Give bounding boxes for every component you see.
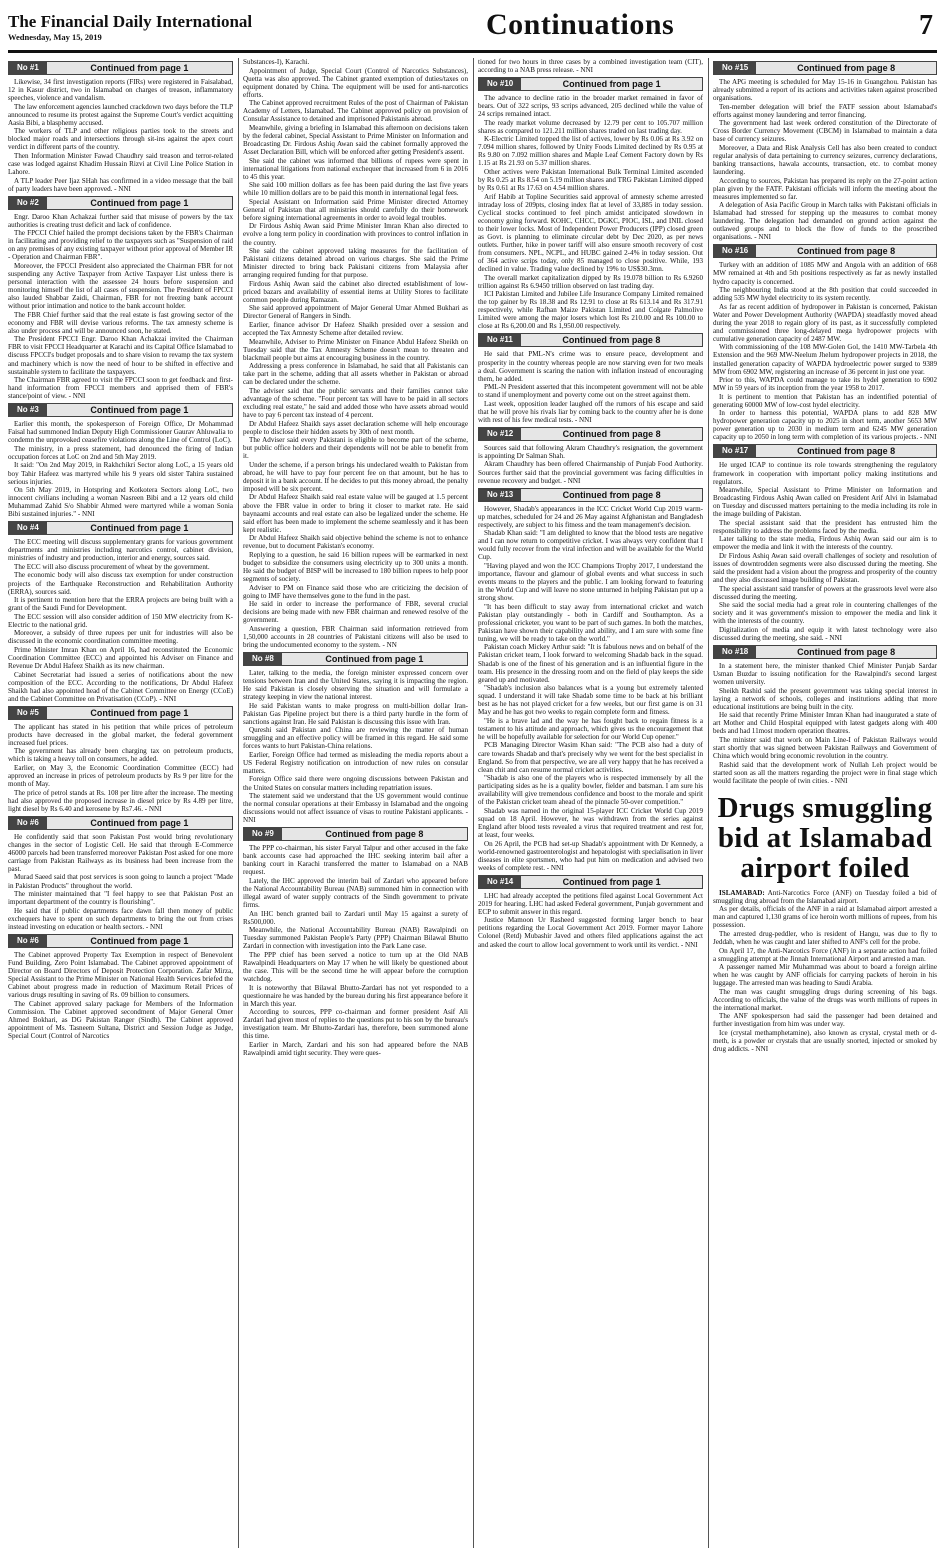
feature-paragraph: A passenger named Mir Muhammad was about to board a foreign airline when he was caught by ANF officials for carrying packets of heroin in his luggage. The arrested man was heading to Saudi Arabia. <box>713 963 937 988</box>
story-paragraph: Akram Chaudhry has been offered Chairmanship of Punjab Food Authority. Sources further said that the provincial government was facing difficulties in revenue recovery and budget. - NNI <box>478 460 703 485</box>
story-paragraph: He said that if public departments face dawn fall then money of public exchequers have to spent on such departments to bring the out from crises instead investing on education or health sectors. - NNI <box>8 906 233 931</box>
story-paragraph: An IHC bench granted bail to Zardari until May 15 against a surety of Rs500,000. <box>243 909 468 926</box>
story-paragraph: Under the scheme, if a person brings his undeclared wealth to Pakistan from abroad, he will have to pay four percent fee on that amount, but he has to deposit it in a bank account. If he decides to put this money abroad, the penalty imposed will be six percent. <box>243 460 468 493</box>
feature-paragraph: As per details, officials of the ANF in a raid at Islamabad airport arrested a man and captured 1,130 grams of ice heroin worth millions of rupees, from his possession. <box>713 905 937 930</box>
column-2 <box>243 58 468 1548</box>
section-title: Continued from page 1 <box>90 935 189 946</box>
story-paragraph: Cabinet Secretariat had issued a series of notifications about the new composition of the ECC. According to the notifications, Dr Abdul Hafeez Shaikh had also appointed head of the Cabinet Committee on Energy (CCoE) and the Cabinet Committee on Privatisation (CCoP). - NNI <box>8 670 233 703</box>
story-paragraph: Dr Abdul Hafeez Shaikh said real estate value will be gauged at 1.5 percent above the FBR value in order to bring it closer to market rate. He said baynaami accounts and real estate can also be legalized under the scheme. He said effort has been made to implement the scheme seamlessly and it has been kept realistic. <box>243 493 468 534</box>
feature-paragraph: The arrested drug-peddler, who is resident of Hangu, was due to fly to Jeddah, when he was caught and later shifted to ANF's cell for the probe. <box>713 929 937 946</box>
section-title: Continued from page 1 <box>90 197 189 208</box>
story-paragraph: Meanwhile, giving a briefing in Islamabad this afternoon on decisions taken by the federal cabinet, Special Assistant to Prime Minister on Information and Broadcasting Dr. Firdous Ashiq Awan said the cabinet formally approved the Asset Declaration Bill, which will be enforced after getting President's assent. <box>243 123 468 157</box>
section-header <box>8 403 233 417</box>
issue-date: Wednesday, May 15, 2019 <box>8 32 102 42</box>
story-paragraph: "It has been difficult to stay away from international cricket and watch Pakistan play outstandingly - both in Cardiff and Southampton. As a professional cricketer, you want to be part of such games. In both the matches, Pakistan have shown their capability and ability, and I am sure with some fine tuning, we will be ready to take on the world." <box>478 602 703 643</box>
section-title: Continued from page 8 <box>562 335 661 346</box>
story-paragraph: LHC had already accepted the petitions filed against Local Government Act 2019 for hearing. LHC had asked Federal government, Punjab government and ECP to submit answer in this regard. <box>478 891 703 916</box>
story-paragraph: Then Information Minister Fawad Chaudhry said treason and terror-related case was lodged against Khadim Hussain Rizvi at Civil Line Police Station in Lahore. <box>8 151 233 177</box>
story-paragraph: The adviser said that the public servants and their families cannot take advantage of the scheme. "Four percent tax will have to be paid in all sectors excluding real estate," he said and added those who have assets abroad would have to pay 6 percent tax instead of 4 percent. <box>243 386 468 420</box>
story-paragraph: Earlier, finance advisor Dr Hafeez Shaikh presided over a session and accepted the Tax Amnesty Scheme after detailed review. <box>243 321 468 338</box>
section-number: No #9 <box>244 828 282 840</box>
story-paragraph: Appointment of Judge, Special Court (Control of Narcotics Substances), Quetta was also approved. The Cabinet granted exemption of duties/taxes on equipment donated by China. The equipment will be used for anti-narcotics efforts. <box>243 66 468 99</box>
story-paragraph: She said the social media had a great role in countering challenges of the society and it was government's mission to empower the media and link it with the interests of the country. <box>713 601 937 626</box>
paper-name: The Financial Daily International <box>8 12 253 31</box>
story-paragraph: ICI Pakistan Limited and Jubilee Life Insurance Company Limited remained the top gainer by Rs 18.38 and Rs 12.91 to close at Rs 613.14 and Rs 317.91 respectively, while Rafhan Maize Pakistan Limited and Colgate Palmolive Limited were among the major losers which lost Rs 210.00 and Rs 100.00 to close at Rs 6,200.00 and Rs 1,950.00 respectively. <box>478 290 703 331</box>
story-paragraph: In order to harness this potential, WAPDA plans to add 828 MW hydropower generation capacity up to 2025 in short term, another 5653 MW power generation up to 2030 in medium term and 6245 MW generation capacity up to 2050 in long term with completion of its various projects. - NNI <box>713 409 937 442</box>
story-paragraph: Special Assistant on Information said Prime Minister directed Attorney General of Pakistan that all ministries should carefully do their homework before signing international agreements in order to avoid legal troubles. <box>243 197 468 222</box>
section-header <box>713 645 937 659</box>
section-title: Continued from page 1 <box>562 876 661 887</box>
section-number: No #3 <box>9 404 47 416</box>
section-header <box>478 333 703 347</box>
story-paragraph: The FPCCI Chief hailed the prompt decisions taken by the FBR's Chairman in facilitating and providing relief to the taxpayers such as "Suspension of raid on any premises of any existing taxpayer without prior approval of Member IR - Operation and Chairman FBR". <box>8 229 233 262</box>
story-paragraph: The government has already been charging tax on petroleum products, which is taking a heavy toll on consumers, he added. <box>8 747 233 764</box>
story-paragraph: The ECC meeting will discuss supplementary grants for various government departments and ministries including narcotics control, cabinet division, ministries of industry and production, interior and energy, sources said. <box>8 538 233 563</box>
story-paragraph: The price of petrol stands at Rs. 108 per litre after the increase. The meeting had also approved the proposed increase in diesel price by Rs 4.89 per litre, light diesel by Rs 6.40 and kerosene by Rs7.46. - NNI <box>8 788 233 813</box>
feature-paragraph: The man was caught smuggling drugs during screening of his bags. According to officials, the value of the drugs was worth millions of rupees in the international market. <box>713 987 937 1012</box>
story-paragraph: The minister said that work on Main Line-I of Pakistan Railways would start shortly that was signed between Pakistan Railways and Government of China which would bring economic revolution in the country. <box>713 735 937 761</box>
story-paragraph: Likewise, 34 first investigation reports (FIRs) were registered in Faisalabad, 12 in Kasur district, two in Islamabad on charges of treason, inflammatory speeches, violence and vandalism. <box>8 78 233 103</box>
story-paragraph: The law enforcement agencies launched crackdown two days before the TLP announced to resume its protest against the Supreme Court's verdict acquitting Aasia Bibi, a blasphemy accused. <box>8 102 233 127</box>
story-paragraph: Addressing a press conference in Islamabad, he said that all Pakistanis can take part in the scheme, adding that all assets whether in Pakistan or abroad can be declared under the scheme. <box>243 362 468 387</box>
story-paragraph: The Adviser said every Pakistani is eligible to become part of the scheme, but public office holders and their dependents will not be able to benefit from it. <box>243 436 468 461</box>
story-paragraph: He said that recently Prime Minister Imran Khan had inaugurated a state of art Mother and Child Hospital equipped with latest gadgets along with 400 beds and had 11most modern operation theatres. <box>713 711 937 736</box>
story-paragraph: Replying to a question, he said 16 billion rupees will be earmarked in next budget to subsidize the consumers using electricity up to 300 units a month. He said the budget of BISP will be increased to 180 billion rupees to help poor segments of society. <box>243 550 468 583</box>
story-paragraph: Last week, opposition leader laughed off the rumors of his escape and said that he will prove his rivals liar by coming back to the country after he is done with rest of his few medical tests. - NNI <box>478 399 703 424</box>
story-paragraph: Turkey with an addition of 1085 MW and Angola with an addition of 668 MW remained at 4th and 5th positions respectively as far as newly installed hydro capacity is concerned. <box>713 261 937 286</box>
page-number: 7 <box>919 10 933 41</box>
story-paragraph: She said the cabinet approved taking measures for the facilitation of Pakistani citizens detained abroad on various charges. She said the Prime Minister directed to bring back Pakistani citizens from Malaysia after arranging required funding for that purpose. <box>243 247 468 280</box>
story-paragraph: PCB Managing Director Wasim Khan said: "The PCB also had a duty of care towards Shadab and that's precisely why we went for the best specialist in England. So from that perspective, we are all very happy that he has received a clean chit and can resume normal cricket activities. <box>478 741 703 774</box>
story-paragraph: Earlier, on May 3, the Economic Coordination Committee (ECC) had approved an increase in prices of petroleum products by Rs 9 per litre for the month of May. <box>8 763 233 789</box>
section-header <box>243 827 468 841</box>
story-paragraph: Justice Mamoon Ur Rasheed suggested forming larger bench to hear petitions regarding the Local Government Act 2019. Former mayor Lahore Colonel (Retd) Mubashir Javed and others filed applications against the act and asked the court to allow local government to work until its verdict. - NNI <box>478 916 703 949</box>
story-paragraph: PML-N President asserted that this incompetent government will not be able to stand if unemployment and poverty come out on the street against them. <box>478 383 703 400</box>
story-paragraph: The Cabinet approved Property Tax Exemption in respect of Benevolent Fund Building, Zero Point Islamabad. The Cabinet approved appointment of Director on Board Directors of Deposit Protection Corporation. Zafar Mirza, Special Assistant to the Prime Minister on National Health Services briefed the Cabinet about progress made in reduction of Maximum Retail Prices of various drugs resulting in saving of Rs. 09 billion to consumers. <box>8 950 233 1000</box>
column-divider <box>473 58 474 1548</box>
story-paragraph: She said 100 million dollars as fee has been paid during the last five years while 10 million dollars are to be paid this month in international legal fees. <box>243 181 468 198</box>
section-title: Continued from page 8 <box>325 829 424 840</box>
section-header <box>8 196 233 210</box>
section-number: No #10 <box>479 78 521 90</box>
story-paragraph: Rashid said that the development work of Nullah Leh project would be started soon as all the matters regarding the project were in final stage which would facilitate the people of twin cities. - NNI <box>713 760 937 785</box>
column-3 <box>478 58 703 1548</box>
section-number: No #8 <box>244 653 282 665</box>
story-paragraph: Dr Firdous Ashiq Awan said overall challenges of society and resolution of issues of downtrodden segments were also discussed during the meeting. She said the president had a vision about the progress and prosperity of the country and they also discussed image building of Pakistan. <box>713 551 937 585</box>
story-paragraph: He said Pakistan wants to make progress on multi-billion dollar Iran-Pakistan Gas Pipeline project but there is a third party hurdle in the form of sanctions against Iran. He said Pakistan is discussing this issue with Iran. <box>243 701 468 726</box>
section-number: No #12 <box>479 428 521 440</box>
story-paragraph: Other actives were Pakistan International Bulk Terminal Limited ascended by Rs 0.25 at Rs 8.54 on 5.19 million shares and TRG Pakistan Limited dipped by Rs 0.61 at Rs 17.63 on 4.54 million shares. <box>478 168 703 193</box>
story-paragraph: The applicant has stated in his petition that while prices of petroleum products have decreased in the global market, the federal government increased fuel prices. <box>8 722 233 747</box>
section-header <box>713 61 937 75</box>
story-paragraph: Lately, the IHC approved the interim bail of Zardari who appeared before the National Accountability Bureau (NAB) summoned him in connection with illegal award of water supply contracts of the Sindh government to private firms. <box>243 876 468 910</box>
story-paragraph: The FBR Chief further said that the real estate is fast growing sector of the economy and FBR will devise various reforms. The tax amnesty scheme is also under process and will be announced soon, he stated. <box>8 310 233 335</box>
section-number: No #11 <box>479 334 521 346</box>
story-paragraph: In a statement here, the minister thanked Chief Minister Punjab Sardar Usman Buzdar to issuing notification for the Rawalpindi's second largest women university. <box>713 662 937 687</box>
section-header <box>478 875 703 889</box>
story-paragraph: He urged ICAP to continue its role towards strengthening the regulatory framework in cooperation with important policy making institutions and regulators. <box>713 461 937 486</box>
section-number: No #2 <box>9 197 47 209</box>
story-paragraph: It said: "On 2nd May 2019, in Rakhchikri Sector along LoC, a 15 years old boy Tahir Hafeez was martyred while his 9 years old sister Tahira sustained serious injuries. <box>8 461 233 486</box>
section-title: Continued from page 8 <box>562 428 661 439</box>
story-paragraph: The overall market capitalization dipped by Rs 19.078 billion to Rs 6.9260 trillion against Rs 6.9450 trillion observed on last trading day. <box>478 273 703 290</box>
section-title: Continued from page 1 <box>325 653 424 664</box>
story-paragraph: Prior to this, WAPDA could manage to take its hydel generation to 6902 MW in 59 years of its inception from the year 1958 to 2017. <box>713 376 937 393</box>
story-paragraph: Moreover, the FPCCI President also appreciated the Chairman FBR for not suspending any Active Taxpayer from Active Taxpayer List unless there is personal interaction with the assessee 24 hours before suspension and monitoring himself the list of all cases of suspension. The President of FPCCI also lauded Shabbar Zaidi, Chairman, FBR for not freezing bank account without prior intimation and notice to the bank account holder. <box>8 261 233 311</box>
section-header <box>243 652 468 666</box>
feature-story <box>713 793 937 1053</box>
feature-paragraph-text: Anti-Narcotics Force (ANF) on Tuesday foiled a bid of smuggling drug abroad from the Islamabad airport. <box>713 888 937 905</box>
story-paragraph: The APG meeting is scheduled for May 15-16 in Guangzhou. Pakistan has already submitted a report of its actions and activities taken against proscribed organisations. <box>713 78 937 103</box>
section-number: No #6 <box>9 817 47 829</box>
story-paragraph: The ECC session will also consider addition of 150 MW electricity from K-Electric to the national grid. <box>8 612 233 629</box>
story-paragraph: "Shadab's inclusion also balances what is a young but extremely talented squad. I understand it will take Shadab some time to be back at his brilliant best as he has not played cricket for a few weeks, but our first game is on 31 May and he has got two weeks to regain complete form and fitness. <box>478 684 703 717</box>
story-paragraph: With commissioning of the 108 MW-Golen Gol, the 1410 MW-Tarbela 4th Extension and the 969 MW-Neelum Jhelum hydropower projects in 2018, the installed generation capacity of WAPDA hydroelectric power surged to 9389 MW from 6902 MW, registering an increase of 36 percent in just one year. <box>713 343 937 376</box>
story-paragraph: The PPP chief has been served a notice to turn up at the Old NAB Rawalpindi Headquarters on May 17 when he will likely be questioned about the case. This will be the second time he will appear before the corruption watchdog. <box>243 950 468 984</box>
story-paragraph: The ready market volume decreased by 12.79 per cent to 105.707 million shares as compared to 121.211 million shares traded on last trading day. <box>478 118 703 135</box>
section-title: Continued from page 8 <box>797 63 896 73</box>
section-title: Continued from page 1 <box>90 707 189 718</box>
story-paragraph: The Chairman FBR agreed to visit the FPCCI soon to get feedback and first-hand information from FPCCI members and apprised them of FBR's stance/point of view. - NNI <box>8 376 233 401</box>
section-header <box>8 816 233 830</box>
story-paragraph: On 5th May 2019, in Hotspring and Kotkotera Sectors along LoC, two innocent civilians including a woman Nasreen Bibi and a 12 years old child Muhammad Zahid S/o Shabbir Ahmed were martyred while a woman Sonia Bibi sustained injuries." - NNI <box>8 486 233 519</box>
story-paragraph: Foreign Office said there were ongoing discussions between Pakistan and the United States on consular matters including repatriation issues. <box>243 775 468 792</box>
section-header <box>713 444 937 458</box>
story-paragraph: The minister maintained that "I feel happy to see that Pakistan Post an important department of the country is flourishing". <box>8 890 233 907</box>
story-paragraph: It is noteworthy that Bilawal Bhutto-Zardari has not yet responded to a questionnaire he was handed by the bureau during his first appearance before it in March this year. <box>243 983 468 1008</box>
story-paragraph: Shadab was named in the original 15-player ICC Cricket World Cup 2019 squad on 18 April. However, he was withdrawn from the series against England after blood tests revealed a virus that required treatment and rest for, at least, four weeks. <box>478 806 703 839</box>
story-paragraph: The advance to decline ratio in the broader market remained in favor of bears. Out of 322 scrips, 93 scrips advanced, 205 declined while the value of 24 scrips remained intact. <box>478 94 703 119</box>
story-paragraph: On 26 April, the PCB had set-up Shadab's appointment with Dr Kennedy, a world-renowned gastroenterologist and hepatologist with specialisation in liver diseases in elite sportsmen, who had put him on medication and advised two weeks of complete rest. - NNI <box>478 839 703 872</box>
story-paragraph: She said the cabinet was informed that billions of rupees were spent in international litigations from national exchequer that increased from 6 in 2016 to 45 this year. <box>243 156 468 181</box>
story-paragraph: The economic body will also discuss tax exemption for under construction projects of the Earthquake Reconstruction and Rehabilitation Authority (ERRA), sources said. <box>8 571 233 596</box>
section-number: No #5 <box>9 707 47 719</box>
column-1 <box>8 58 233 1548</box>
story-paragraph: He said that PML-N's crime was to ensure peace, development and prosperity in the country whereas people are now starving even for two meals a deal. Government is scaring the nation with inflation instead of encouraging them, he added. <box>478 350 703 383</box>
story-paragraph: Pakistan coach Mickey Arthur said: "It is fabulous news and on behalf of the Pakistan cricket team, I look forward to welcoming Shadab back in the squad. Shadab is one of the finest of his generation and is an influential figure in the team. His presence in the dressing room and on the field of play keeps the side geared up and motivated. <box>478 643 703 684</box>
story-paragraph: Murad Saeed said that post services is soon going to launch a project "Made in Pakistan Products" throughout the world. <box>8 873 233 890</box>
story-paragraph: It is pertinent to mention that Pakistan has an indentified potential of generating 60000 MW of low-cost hydel electricity. <box>713 392 937 409</box>
story-paragraph: Later, talking to the media, the foreign minister expressed concern over tensions between Iran and the United States, saying it is impacting the region. He said Pakistan is closely observing the situation and will formulate a strategy keeping in view the national interest. <box>243 668 468 702</box>
section-title: Continued from page 1 <box>90 63 189 73</box>
feature-paragraph: Ice (crystal methamphetamine), also known as crystal, crystal meth or d-meth, is a powder or crystals that are usually snorted, injected or smoked by drug addicts. - NNI <box>713 1029 937 1054</box>
section-header <box>478 427 703 441</box>
column-4 <box>713 58 937 1548</box>
section-header <box>713 244 937 258</box>
story-paragraph: Arif Habib at Topline Securities said approval of amnesty scheme arrested intraday loss of 209pts, closing index flat at level of 33,885 in today session. Cyclical stocks continued to feel pinch amidst anticipated slowdown in economy going forward. KOHC, CHCC, DGKC, PIOC, ISL, and INIL closed to their lower locks. Most of Independent Power Producers (IPP) closed green as Govt. is planning to eliminate circular debt by Dec 2020, as per news outlets. Further, hike in power tariff will also ensure smooth recovery of cost from consumers. NPL, NCPL, and HUBC gained 2-4% in today session. Out of 364 active scrips today, only 85 managed to close positive. While, 193 declined in value. Trading value declined by 19% to US$30.3mn. <box>478 192 703 274</box>
story-paragraph: A TLP leader Peer Ijaz SHah has confirmed in a video message that the bail of party leaders have been approved. - NNI <box>8 176 233 193</box>
story-paragraph: Shadab Khan said: "I am delighted to know that the blood tests are negative and I can now return to competitive cricket. I was always very confident that I would fully recover from the viral infection and will be available for the World Cup. <box>478 529 703 562</box>
story-paragraph: Meanwhile, the National Accountability Bureau (NAB) Rawalpindi on Tuesday summoned Pakistan People's Party (PPP) Chairman Bilawal Bhutto Zardari in connection with investigation into the Park Lane case. <box>243 926 468 951</box>
section-number: No #15 <box>714 62 756 74</box>
section-number: No #1 <box>9 62 47 74</box>
story-paragraph: "Having played and won the ICC Champions Trophy 2017, I understand the importance, flavour and glamour of global events and what success in such events means to the players and the public. I am looking forward to featuring in the World Cup and will leave no stone unturned in helping Pakistan put up a strong show. <box>478 561 703 603</box>
story-paragraph: Dr Firdous Ashiq Awan said Prime Minister Imran Khan also directed to evolve a long term policy in coordination with provinces to control inflation in the country. <box>243 222 468 247</box>
section-title: Continued from page 1 <box>562 79 661 90</box>
feature-paragraph: On April 17, the Anti-Narcotics Force (ANF) in a separate action had foiled a smuggling attempt at the Jinnah International Airport and arrested a man. <box>713 946 937 963</box>
story-paragraph: Moreover, a Data and Risk Analysis Cell has also been created to conduct regular analysis of data pertaining to currency seizures, currency declarations, banking transactions, hawala accounts, transaction, etc. to combat money laundering. <box>713 143 937 177</box>
section-title: Continued from page 8 <box>797 647 896 657</box>
section-title: Continued from page 1 <box>90 405 189 416</box>
story-paragraph: Ten-member delegation will brief the FATF session about Islamabad's efforts against money laundering and terror financing. <box>713 102 937 119</box>
feature-body <box>713 889 937 1053</box>
column-4-sections <box>713 61 937 785</box>
story-paragraph: K-Electric Limited topped the list of actives, lower by Rs 0.06 at Rs 3.92 on 7.094 million shares, followed by Unity Foods Limited declined by Rs 0.95 at Rs 9.80 on 7.092 million shares and Maple Leaf Cement Factory down by Rs 1.15 at Rs 21.93 on 5.37 million shares. <box>478 135 703 168</box>
story-paragraph: Dr Abdul Hafeez Shaikh said objective behind the scheme is not to enhance revenue, but to document Pakistan's economy. <box>243 534 468 551</box>
story-paragraph: The government had last week ordered constitution of the Directorate of Cross Border Currency Movement (CBCM) in Islamabad to maintain a data base of currency seizures. <box>713 119 937 144</box>
section-header <box>8 934 233 948</box>
story-paragraph: The special assistant said that the president has entrusted him the responsibility to address the problems faced by the media. <box>713 518 937 535</box>
story-paragraph: The Cabinet approved salary package for Members of the Information Commission. The Cabinet approved secondment of Major General Omer Ahmed Bokhari, as DG Pakistan Ranger (Sindh). The Cabinet approved appointment of Ms. Tasneem Sultana, District and Session Judge as Judge, Special Court (Control of Narcotics <box>8 999 233 1040</box>
column-divider <box>708 58 709 1548</box>
story-paragraph: Firdous Ashiq Awan said the cabinet also directed establishment of low-priced bazars and availability of essential items at Utility Stores to facilitate common people during Ramazan. <box>243 279 468 304</box>
story-paragraph: The statement said we understand that the US government would continue the normal consular operations at their Embassy in Islamabad and the ongoing discussions would not affect issuance of visas to routine Pakistani applicants. - NNI <box>243 792 468 825</box>
story-paragraph: The ECC will also discuss procurement of wheat by the government. <box>14 562 210 571</box>
section-title: Continued from page 1 <box>90 523 189 534</box>
section-title: Continued from page 8 <box>797 246 896 257</box>
feature-headline: Drugs smuggling bid at Islamabad airport foiled <box>717 791 933 884</box>
story-paragraph: Earlier this month, the spokesperson of Foreign Office, Dr Mohammad Faisal had summoned Indian Deputy High Commissioner Gaurav Ahluwalia to condemn the unprovoked ceasefire violations along the Line of Control (LoC). <box>8 420 233 445</box>
story-paragraph: According to sources, Pakistan has prepared its reply on the 27-point action plan given by the FATF. Pakistani officials will inform the meeting about the measures implemented so far. <box>713 176 937 201</box>
section-title: Continued from page 1 <box>90 817 189 828</box>
masthead <box>8 8 937 52</box>
story-paragraph: Sheikh Rashid said the present government was taking special interest in laying a network of schools, colleges and institutions adding that more educational institutions are being built in the city. <box>713 686 937 711</box>
story-paragraph: Earlier in March, Zardari and his son had appeared before the NAB Rawalpindi amid tight security. They were ques- <box>243 1040 468 1057</box>
story-paragraph: Digitalization of media and equip it with latest technology were also discussed during the meeting, she said. - NNI <box>713 625 937 642</box>
section-header <box>8 706 233 720</box>
story-paragraph: As far as recent addition of hydropower in Pakistan is concerned, Pakistan Water and Power Development Authority (WAPDA) steadfastly moved ahead during the year 2018 to regain glory of its past, as it successfully completed and commissioned three long-delayed mega hydropower projects with cumulative generation capacity of 2487 MW. <box>713 302 937 343</box>
story-paragraph: The ministry, in a press statement, had denounced the firing of Indian occupation forces at LoC on 2nd and 5th May 2019. <box>8 444 233 461</box>
dateline: ISLAMABAD: <box>719 888 765 897</box>
section-number: No #6 <box>9 935 47 947</box>
section-title: Continued from page 8 <box>562 489 661 500</box>
story-paragraph: The PPP co-chairman, his sister Faryal Talpur and other accused in the fake bank accounts case had approached the IHC seeking interim bail after a banking court in Karachi transferred the matter to Islamabad on a NAB request. <box>243 844 468 877</box>
story-paragraph: tioned for two hours in three cases by a combined investigation team (CIT), according to a NAB press release. - NNI <box>478 58 703 75</box>
story-paragraph: The neighbouring India stood at the 8th position that could succeeded in adding 535 MW hydel electricity to its system recently. <box>713 286 937 303</box>
story-paragraph: Prime Minister Imran Khan on April 16, had reconstituted the Economic Coordination Committee (ECC) and appointed his Adviser on Finance and Revenue Dr Abdul Hafeez Shaikh as its new chairman. <box>8 645 233 670</box>
story-paragraph: He confidently said that soon Pakistan Post would bring revolutionary changes in the sector of Logistic Cell. He said that through E-Commerce 46000 parcels had been transferred moreover Pakistan Post asked for one more carriage from Pakistan Railways as its business had been increase from the past. <box>8 832 233 873</box>
story-paragraph: She said approved appointment of Major General Umar Ahmed Bukhari as Director General of Rangers in Sindh. <box>243 304 468 321</box>
section-header <box>8 521 233 535</box>
section-header <box>8 61 233 75</box>
feature-paragraph: The ANF spokesperson had said the passenger had been detained and further investigation from him was under way. <box>713 1012 937 1029</box>
story-paragraph: Meanwhile, Adviser to Prime Minister on Finance Abdul Hafeez Sheikh on Tuesday said that the Tax Amnesty Scheme doesn't mean to threaten and blackmail people but aims at encouraging business in the country. <box>243 337 468 362</box>
story-paragraph: Adviser to PM on Finance said those who are criticizing the decision of going to IMF have themselves gone to the fund in the past. <box>243 583 468 600</box>
story-paragraph: He said in order to increase the performance of FBR, several crucial decisions are being made with new FBR chairman and renewed resolve of the government. <box>243 600 468 625</box>
story-paragraph: Dr Abdul Hafeez Shaikh says asset declaration scheme will help encourage people to disclose their hidden assets by 30th of next month. <box>243 419 468 436</box>
column-divider <box>238 58 239 1548</box>
story-paragraph: Answering a question, FBR Chairman said information retrieved from 1,50,000 accounts in 28 countries of Pakistani citizens will also be used to bring the undocumented economy to the system. - NN <box>243 624 468 649</box>
story-paragraph: Meanwhile, Special Assistant to Prime Minister on Information and Broadcasting Firdous Ashiq Awan called on President Arif Alvi in Islamabad on Tuesday and discussed matters pertaining to the media including its role in the image building of Pakistan. <box>713 486 937 519</box>
story-paragraph: However, Shadab's appearances in the ICC Cricket World Cup 2019 warm-up matches, scheduled for 24 and 26 May against Afghanistan and Bangladesh respectively, are subject to his fitness and the team management's decision. <box>478 504 703 529</box>
story-paragraph: The workers of TLP and other religious parties took to the streets and blocked major roads and intersections through sit-ins against the apex court verdict in different parts of the country. <box>8 127 233 152</box>
section-number: No #17 <box>714 445 756 457</box>
story-paragraph: "Shadab is also one of the players who is respected immensely by all the participating sides as he is a quality bowler, fielder and batsman. I am sure his availability will give tremendous confidence and boost to the morale and spirit of the Pakistan cricket team ahead of the pinnacle 50-over competition." <box>478 774 703 807</box>
story-paragraph: Later talking to the state media, Firdous Ashiq Awan said our aim is to empower the media and link it with the interests of the country. <box>713 535 937 552</box>
story-paragraph: Qureshi said Pakistan and China are reviewing the matter of human smuggling and an effective policy will be framed in this regard. He said some forces wants to hurt Pakistan-China relations. <box>243 726 468 751</box>
story-paragraph: The President FPCCI Engr. Daroo Khan Achakzai invited the Chairman FBR to visit FPCCI Headquarter at Karachi and its Capital Office Islamabad to discuss FPCCI's budget proposals and to share vision to revamp the tax system and machinery which is now the need of hour to be shifted in effective and sustainable system to facilitate the taxpayers. <box>8 335 233 376</box>
masthead-rule <box>8 50 937 53</box>
section-number: No #4 <box>9 522 47 534</box>
story-paragraph: It is pertinent to mention here that the ERRA projects are being built with a grant of the Saudi Fund for Development. <box>8 596 233 613</box>
section-number: No #18 <box>714 646 756 658</box>
story-paragraph: Moreover, a subsidy of three rupees per unit for industries will also be discussed in the economic coordination committee meeting. <box>8 629 233 646</box>
section-header <box>478 488 703 502</box>
section-title: Continuations <box>486 8 675 41</box>
section-header <box>478 77 703 91</box>
story-paragraph: Engr. Daroo Khan Achakzai further said that misuse of powers by the tax authorities is creating trust deficit and lack of confidence. <box>8 212 233 229</box>
story-paragraph: The special assistant said transfer of powers at the grassroots level were also discussed during the meeting. <box>713 584 937 601</box>
story-paragraph: According to sources, PPP co-chairman and former president Asif Ali Zardari had given most of replies to the questions put to his son by the bureau's investigation team. Mr Bhutto-Zardari has, therefore, been summoned alone this time. <box>243 1008 468 1041</box>
story-paragraph: Substances-I), Karachi. <box>243 58 310 66</box>
section-number: No #13 <box>479 489 521 501</box>
story-paragraph: The Cabinet approved recruitment Rules of the post of Chairman of Pakistan Academy of Letters, Islamabad. The Cabinet approved policy on provision of Consular Assistance to detained and imprisoned Pakistanis abroad. <box>243 99 468 124</box>
story-paragraph: A delegation of Asia Pacific Group in March talks with Pakistani officials in Islamabad had stressed for stepping up the measures to combat money laundering. The delegation had demanded on ground action against the outlawed groups and to block the flow of funds to the proscribed organisations. - NNI <box>713 201 937 242</box>
story-paragraph: Sources said that following Akram Chaudhry's resignation, the government is appointing Dr Salman Shah. <box>478 443 703 460</box>
story-paragraph: "He is a brave lad and the way he has fought back to regain fitness is a testament to his attitude and approach, which gives us the encouragement that he will be hopefully available for selection for our World Cup opener." <box>478 716 703 741</box>
section-number: No #14 <box>479 876 521 888</box>
section-title: Continued from page 8 <box>797 446 896 457</box>
feature-paragraph <box>713 889 937 905</box>
story-paragraph: Earlier, Foreign Office had termed as misleading the media reports about a US Federal Registry notification on introduction of new rules on consular matters. <box>243 750 468 775</box>
section-number: No #16 <box>714 245 756 257</box>
